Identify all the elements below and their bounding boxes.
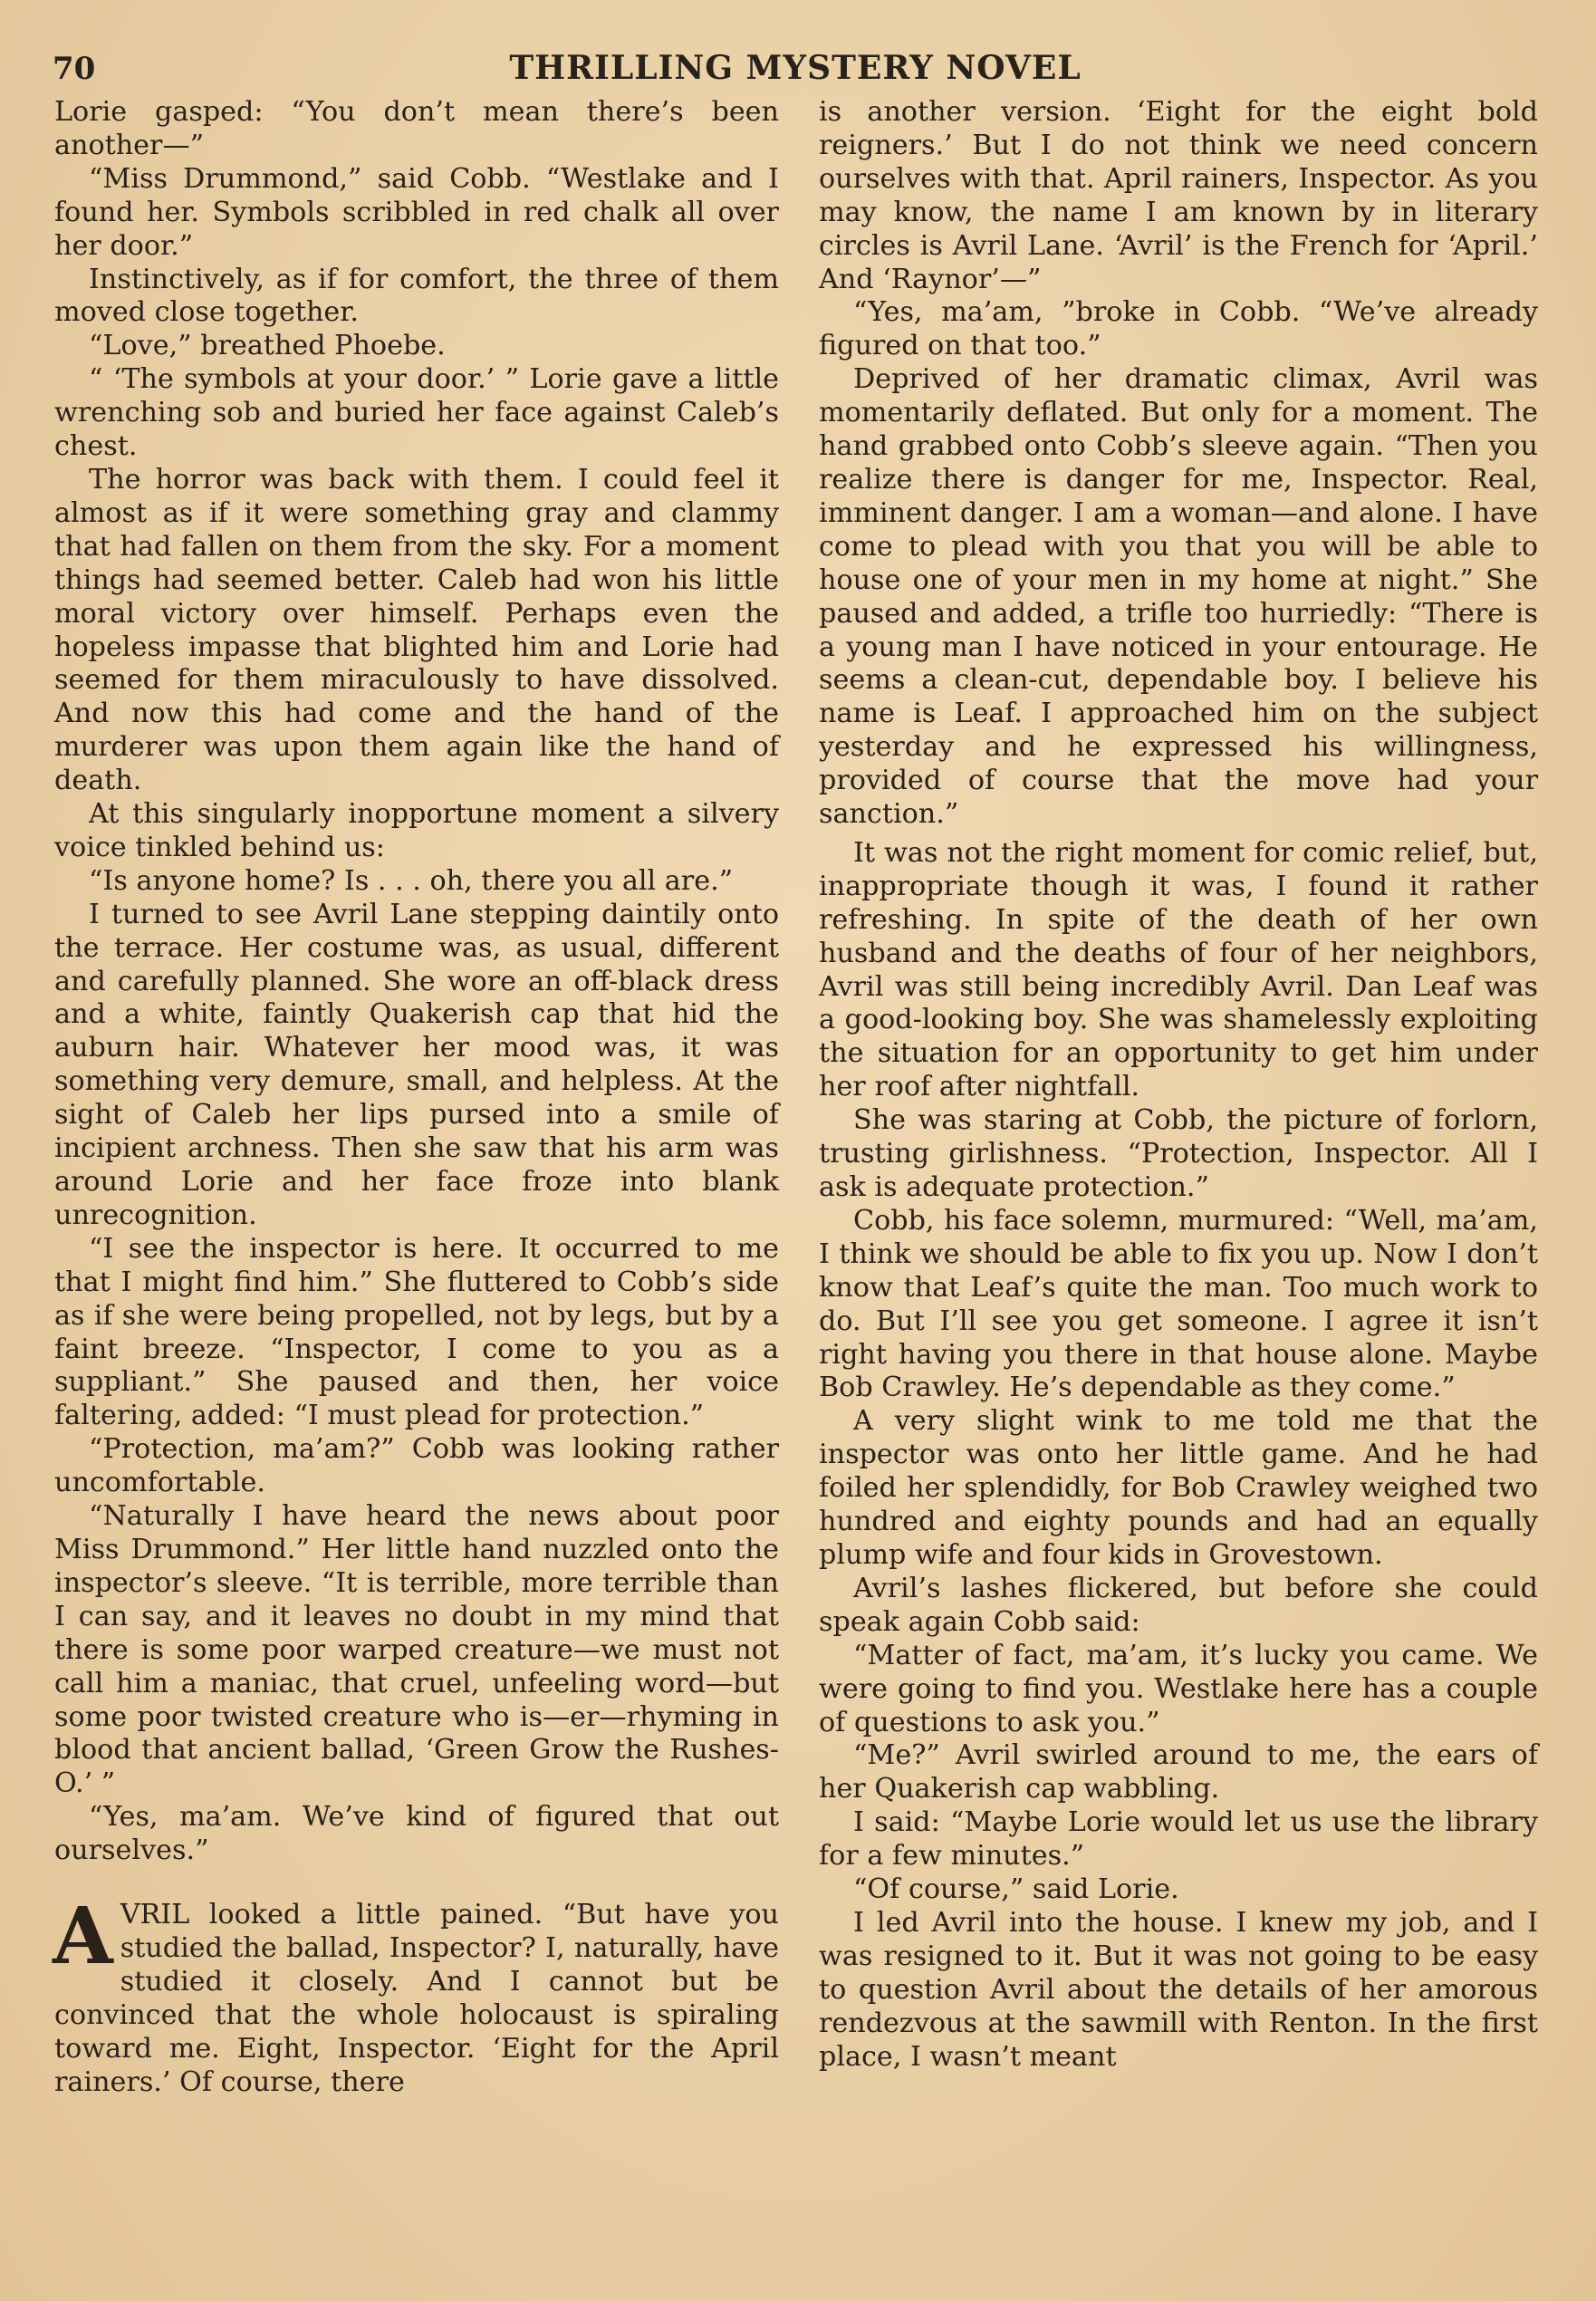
paragraph: I turned to see Avril Lane stepping daintily onto the terrace. Her costume was, as usual, different and carefully planned. She wore an off-black dress and a white, faintly Quakerish cap that hid the auburn hair. Whatever her mood was, it was something very demure, small, and helpless. At the sight of Caleb her lips pursed into a smile of incipient archness. Then she saw that his arm was around Lorie and her face froze into blank unrecognition. [54,898,779,1231]
paragraph: “Me?” Avril swirled around to me, the ears of her Quakerish cap wabbling. [819,1739,1538,1805]
page-header [53,45,1538,92]
paragraph: “Miss Drummond,” said Cobb. “Westlake and I found her. Symbols scribbled in red chalk all over her door.” [54,162,779,262]
paragraph: “Yes, ma’am, ”broke in Cobb. “We’ve already figured on that too.” [819,296,1538,362]
paragraph: The horror was back with them. I could feel it almost as if it were something gray and clammy that had fallen on them from the sky. For a moment things had seemed better. Caleb had won his little moral victory over himself. Perhaps even the hopeless impasse that blighted him and Lorie had seemed for them miraculously to have dissolved. And now this had come and the hand of the murderer was upon them again like the hand of death. [54,463,779,797]
paragraph: Deprived of her dramatic climax, Avril was momentarily deflated. But only for a moment. The hand grabbed onto Cobb’s sleeve again. “Then you realize there is danger for me, Inspector. Real, imminent danger. I am a woman—and alone. I have come to plead with you that you will be able to house one of your men in my home at night.” She paused and added, a trifle too hurriedly: “There is a young man I have noticed in your entourage. He seems a clean-cut, dependable boy. I believe his name is Leaf. I approached him on the subject yesterday and he expressed his willingness, provided of course that the move had your sanction.” [819,363,1538,831]
paragraph: It was not the right moment for comic relief, but, inappropriate though it was, I found it rather refreshing. In spite of the death of her own husband and the deaths of four of her neighbors, Avril was still being incredibly Avril. Dan Leaf was a good-looking boy. She was shamelessly exploiting the situation for an opportunity to get him under her roof after nightfall. [819,836,1538,1103]
paragraph: Cobb, his face solemn, murmured: “Well, ma’am, I think we should be able to fix you up. Now I don’t know that Leaf’s quite the man. Too much work to do. But I’ll see you get someone. I agree it isn’t right having you there in that house alone. Maybe Bob Crawley. He’s dependable as they come.” [819,1204,1538,1404]
paragraph: I said: “Maybe Lorie would let us use the library for a few minutes.” [819,1806,1538,1873]
right-column [819,96,1538,2074]
paragraph: A very slight wink to me told me that the inspector was onto her little game. And he had foiled her splendidly, for Bob Crawley weighed two hundred and eighty pounds and had an equally plump wife and four kids in Grovestown. [819,1405,1538,1571]
paragraph: “Matter of fact, ma’am, it’s lucky you came. We were going to find you. Westlake here has a couple of questions to ask you.” [819,1639,1538,1738]
page-number: 70 [53,51,96,87]
paragraph: “Naturally I have heard the news about poor Miss Drummond.” Her little hand nuzzled onto the inspector’s sleeve. “It is terrible, more terrible than I can say, and it leaves no doubt in my mind that there is some poor warped creature—we must not call him a maniac, that cruel, unfeeling word—but some poor twisted creature who is—er—rhyming in blood that ancient ballad, ‘Green Grow the Rushes-O.’ ” [54,1500,779,1800]
dropcap-paragraph-text: VRIL looked a little pained. “But have you studied the ballad, Inspector? I, naturally, have studied it closely. And I cannot but be convinced that the whole holocaust is spiraling toward me. Eight, Inspector. ‘Eight for the April rainers.’ Of course, there [54,1899,779,2098]
paragraph: Lorie gasped: “You don’t mean there’s been another—” [54,96,779,161]
dropcap-paragraph [53,1891,779,2099]
paragraph: “I see the inspector is here. It occurred to me that I might find him.” She fluttered to Cobb’s side as if she were being propelled, not by legs, but by a faint breeze. “Inspector, I come to you as a suppliant.” She paused and then, her voice faltering, added: “I must plead for protection.” [54,1232,779,1432]
paragraph: Instinctively, as if for comfort, the three of them moved close together. [54,263,779,329]
paragraph: “Of course,” said Lorie. [853,1873,1179,1906]
paragraph: “Is anyone home? Is . . . oh, there you all are.” [89,864,734,897]
paragraph: “ ‘The symbols at your door.’ ” Lorie gave a little wrenching sob and buried her face against Caleb’s chest. [54,363,779,463]
paragraph: She was staring at Cobb, the picture of forlorn, trusting girlishness. “Protection, Inspector. All I ask is adequate protection.” [819,1104,1538,1203]
paragraph: is another version. ‘Eight for the eight bold reigners.’ But I do not think we need concern ourselves with that. April rainers, Inspector. As you may know, the name I am known by in literary circles is Avril Lane. ‘Avril’ is the French for ‘April.’ And ‘Raynor’—” [819,96,1538,295]
paragraph: “Protection, ma’am?” Cobb was looking rather uncomfortable. [54,1433,779,1499]
paragraph: “Love,” breathed Phoebe. [89,330,446,362]
left-column [54,96,779,2099]
paragraph: At this singularly inopportune moment a silvery voice tinkled behind us: [54,798,779,863]
paragraph: “Yes, ma’am. We’ve kind of figured that out ourselves.” [54,1801,779,1867]
paragraph: Avril’s lashes flickered, but before she could speak again Cobb said: [819,1572,1538,1638]
dropcap-letter: A [53,1891,113,1983]
paragraph: I led Avril into the house. I knew my job, and I was resigned to it. But it was not going to be easy to question Avril about the details of her amorous rendezvous at the sawmill with Renton. In the first place, I wasn’t meant [819,1906,1538,2073]
running-title: THRILLING MYSTERY NOVEL [509,49,1082,87]
